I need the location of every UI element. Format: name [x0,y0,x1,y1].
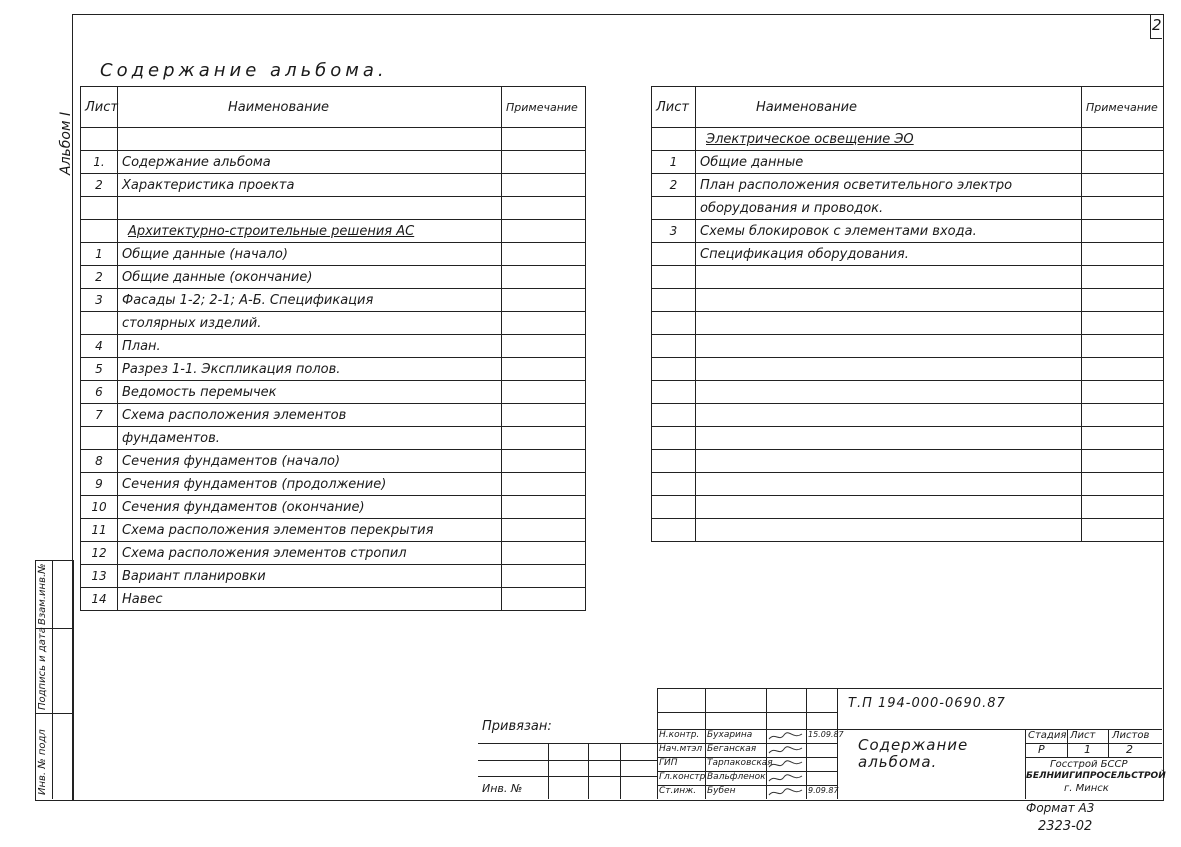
row-title: Схемы блокировок с элементами входа. [696,220,1082,243]
row-note [1082,128,1164,151]
table-row [652,335,1164,358]
row-note [502,266,586,289]
row-note [1082,220,1164,243]
table-row [81,496,586,519]
titleblock-row [657,712,837,713]
table-row [652,312,1164,335]
left-contents-table [80,86,586,611]
row-note [502,151,586,174]
signatory-name: Тарпаковская [707,758,773,768]
row-note [1082,243,1164,266]
row-note [502,427,586,450]
signatory-name: Бухарина [707,730,753,740]
page-number-divider [1150,14,1151,38]
row-title [696,496,1082,519]
row-sheet-number [81,197,118,220]
row-note [1082,519,1164,542]
row-sheet-number [652,358,696,381]
row-sheet-number: 1. [81,151,118,174]
signatory-role: ГИП [659,758,678,768]
header-name: Наименование [696,87,1082,128]
row-sheet-number: 2 [652,174,696,197]
row-title: Спецификация оборудования. [696,243,1082,266]
row-note [1082,174,1164,197]
row-note [1082,404,1164,427]
row-note [502,335,586,358]
row-note [502,128,586,151]
row-note [502,404,586,427]
header-note: Примечание [1082,87,1164,128]
row-title: Сечения фундаментов (продолжение) [118,473,502,496]
privyazan-inv: Инв. № [482,782,523,795]
row-sheet-number: 3 [652,220,696,243]
row-note [1082,312,1164,335]
signatory-role: Н.контр. [659,730,700,740]
row-note [502,381,586,404]
header-sheet: Лист [81,87,118,128]
row-title: Навес [118,588,502,611]
table-row [81,404,586,427]
stamp-vzam: Взам.инв.№ [37,563,48,625]
row-sheet-number [652,128,696,151]
row-title: Общие данные (начало) [118,243,502,266]
row-sheet-number [652,404,696,427]
header-sheet: Лист [652,87,696,128]
titleblock-col [1108,729,1109,757]
row-sheet-number [81,128,118,151]
row-sheet-number [81,312,118,335]
row-note [502,473,586,496]
table-row [81,174,586,197]
table-row [652,519,1164,542]
table-row [652,289,1164,312]
row-note [1082,151,1164,174]
row-sheet-number [652,427,696,450]
table-row [652,404,1164,427]
row-title [696,404,1082,427]
table-row [81,450,586,473]
signatory-role: Гл.констр [659,772,706,782]
row-sheet-number [652,450,696,473]
row-sheet-number: 13 [81,565,118,588]
sheet-label: Лист [1070,730,1096,741]
table-row [81,588,586,611]
row-title [696,289,1082,312]
header-note: Примечание [502,87,586,128]
row-sheet-number: 4 [81,335,118,358]
row-title: Схема расположения элементов [118,404,502,427]
row-title [696,266,1082,289]
row-note [1082,266,1164,289]
side-stamp-row [35,713,72,714]
org-line3: г. Минск [1064,783,1109,794]
signature-date: 9.09.87 [808,786,839,795]
row-title: План. [118,335,502,358]
org-line2: БЕЛНИИГИПРОСЕЛЬСТРОЙ [1026,771,1166,781]
row-title: Сечения фундаментов (начало) [118,450,502,473]
row-title: План расположения осветительного электро [696,174,1082,197]
sheet-value: 1 [1084,743,1091,756]
table-row [652,151,1164,174]
row-note [502,450,586,473]
titleblock-row [1025,757,1162,758]
page-number: 2 [1152,16,1162,34]
row-title: фундаментов. [118,427,502,450]
table-row [652,496,1164,519]
row-title: Фасады 1-2; 2-1; А-Б. Спецификация [118,289,502,312]
row-note [502,289,586,312]
row-note [1082,335,1164,358]
row-note [1082,289,1164,312]
row-title: Электрическое освещение ЭО [696,128,1082,151]
row-note [1082,358,1164,381]
right-contents-table [651,86,1164,542]
table-row [81,128,586,151]
titleblock-row [1025,743,1162,744]
table-row [81,197,586,220]
row-note [502,519,586,542]
privyazan-label: Привязан: [482,719,552,734]
signatory-name: Бубен [707,786,736,796]
signature-icon [767,772,805,785]
titleblock-col [1067,729,1068,757]
row-sheet-number: 1 [652,151,696,174]
page-number-divider-h [1150,38,1162,39]
row-title: Характеристика проекта [118,174,502,197]
row-title [696,312,1082,335]
signature-date: 15.09.87 [808,730,844,739]
row-sheet-number: 10 [81,496,118,519]
page-title: Содержание альбома. [100,60,388,81]
row-note [1082,473,1164,496]
table-row [81,565,586,588]
format-label: Формат А3 [1026,801,1095,815]
row-sheet-number: 6 [81,381,118,404]
row-title [696,519,1082,542]
row-sheet-number [652,335,696,358]
side-stamp-divider [52,560,53,799]
row-note [1082,197,1164,220]
row-title: Сечения фундаментов (окончание) [118,496,502,519]
archive-number: 2323-02 [1038,819,1093,834]
row-title: Разрез 1-1. Экспликация полов. [118,358,502,381]
row-sheet-number [652,289,696,312]
privyazan-col [620,743,621,799]
privyazan-line [478,743,658,744]
row-note [502,565,586,588]
signature-icon [767,758,805,771]
row-sheet-number [652,381,696,404]
document-code: Т.П 194-000-0690.87 [848,696,1006,711]
row-sheet-number: 3 [81,289,118,312]
stage-label: Стадия [1028,730,1067,741]
row-note [1082,450,1164,473]
table-row [652,358,1164,381]
row-title [696,358,1082,381]
table-row [81,243,586,266]
row-title: столярных изделий. [118,312,502,335]
album-label: Альбом I [58,111,74,175]
sheets-value: 2 [1126,743,1133,756]
table-row [81,335,586,358]
row-sheet-number: 14 [81,588,118,611]
row-note [502,496,586,519]
privyazan-col [588,743,589,799]
table-row [652,381,1164,404]
row-sheet-number [652,519,696,542]
row-note [502,243,586,266]
table-row [652,128,1164,151]
row-title [696,335,1082,358]
table-row [81,312,586,335]
signatory-name: Беганская [707,744,757,754]
row-sheet-number [81,220,118,243]
table-header [81,87,586,128]
row-sheet-number: 7 [81,404,118,427]
row-note [1082,381,1164,404]
header-name: Наименование [118,87,502,128]
signatory-role: Нач.мтэл [659,744,703,754]
table-row [81,427,586,450]
row-sheet-number [652,496,696,519]
signature-icon [767,786,805,799]
table-row [652,220,1164,243]
row-note [502,588,586,611]
table-row [652,473,1164,496]
row-title [696,427,1082,450]
row-note [502,197,586,220]
row-title [118,197,502,220]
row-sheet-number [652,243,696,266]
row-note [502,312,586,335]
signature-icon [767,744,805,757]
row-title: Вариант планировки [118,565,502,588]
table-row [652,174,1164,197]
titleblock-col [705,688,706,799]
row-sheet-number [652,312,696,335]
row-title [696,473,1082,496]
row-sheet-number: 2 [81,266,118,289]
row-sheet-number: 1 [81,243,118,266]
row-title: Архитектурно-строительные решения АС [118,220,502,243]
titleblock-top [657,688,1162,689]
row-sheet-number: 2 [81,174,118,197]
document-title: Содержание альбома. [858,736,969,771]
row-note [502,542,586,565]
table-row [81,358,586,381]
row-title: Содержание альбома [118,151,502,174]
row-sheet-number: 9 [81,473,118,496]
table-row [81,151,586,174]
row-title [696,381,1082,404]
table-row [81,381,586,404]
privyazan-col [548,743,549,799]
table-row [81,542,586,565]
table-row [652,427,1164,450]
row-sheet-number: 12 [81,542,118,565]
row-sheet-number [652,473,696,496]
row-title: Общие данные [696,151,1082,174]
titleblock-col [806,688,807,799]
row-sheet-number [652,266,696,289]
table-row [652,450,1164,473]
row-note [502,174,586,197]
signature-icon [767,730,805,743]
row-sheet-number: 5 [81,358,118,381]
privyazan-line [478,760,658,761]
org-line1: Госстрой БССР [1050,759,1128,770]
table-row [652,266,1164,289]
row-note [1082,496,1164,519]
row-note [1082,427,1164,450]
table-row [81,289,586,312]
table-row [652,197,1164,220]
signatory-name: Вальфленок [707,772,766,782]
row-title: Схема расположения элементов перекрытия [118,519,502,542]
sheets-label: Листов [1112,730,1150,741]
row-note [502,220,586,243]
row-sheet-number: 8 [81,450,118,473]
row-title: Схема расположения элементов стропил [118,542,502,565]
row-note [502,358,586,381]
table-row [652,243,1164,266]
table-row [81,220,586,243]
row-title: оборудования и проводок. [696,197,1082,220]
row-sheet-number [81,427,118,450]
row-title [118,128,502,151]
titleblock-col [837,688,838,799]
table-row [81,519,586,542]
row-title [696,450,1082,473]
table-row [81,266,586,289]
stamp-inv-podl: Инв. № подл [37,729,48,795]
privyazan-line [478,776,658,777]
row-title: Общие данные (окончание) [118,266,502,289]
table-header [652,87,1164,128]
stamp-podpis: Подпись и дата [37,627,48,710]
row-sheet-number [652,197,696,220]
stage-value: Р [1038,743,1045,756]
table-row [81,473,586,496]
row-title: Ведомость перемычек [118,381,502,404]
signatory-role: Ст.инж. [659,786,697,796]
titleblock-col [1025,729,1026,799]
row-sheet-number: 11 [81,519,118,542]
